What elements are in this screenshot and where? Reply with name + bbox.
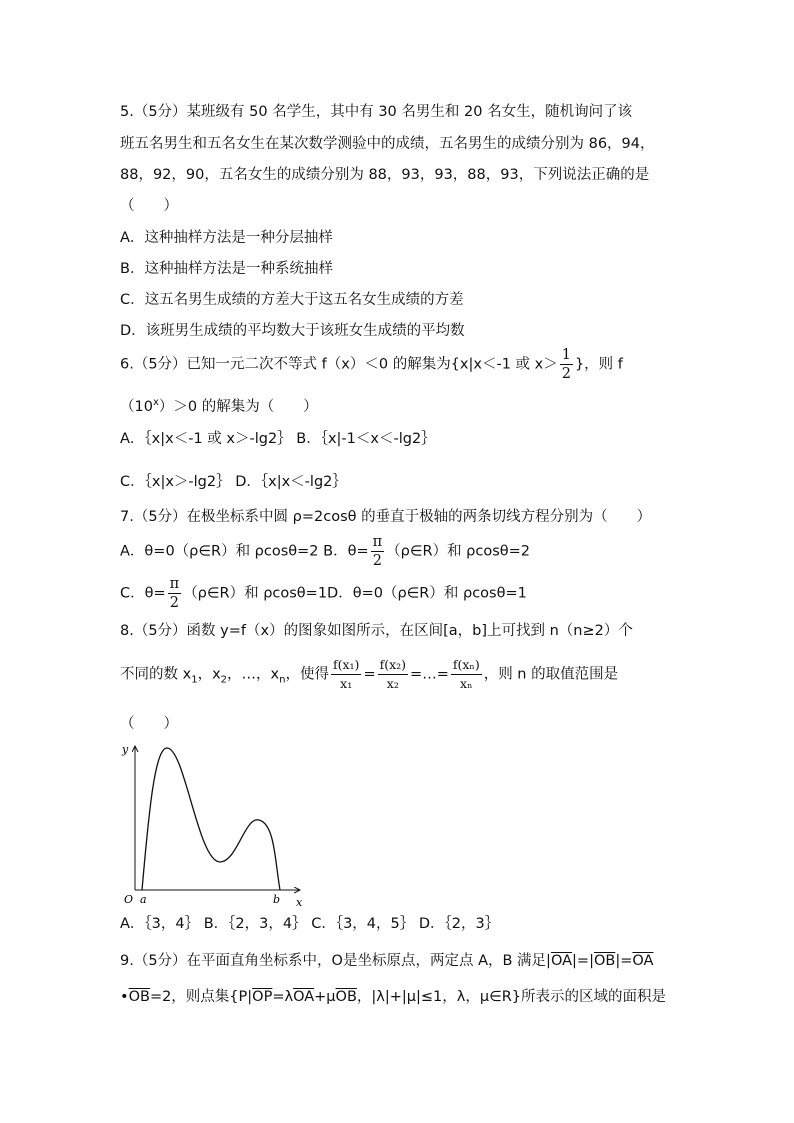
q8-f2-num: f(x₂) (378, 656, 408, 675)
q7-ab-fraction (371, 533, 385, 570)
q5-line-4: （ ） (120, 198, 178, 214)
q9-m1: |=| (572, 953, 594, 969)
q5-option-d: D．该班男生成绩的平均数大于该班女生成绩的平均数 (120, 323, 465, 339)
q5-line-2: 班五名男生和五名女生在某次数学测验中的成绩，五名男生的成绩分别为 86，94， (120, 136, 655, 152)
q6-line-1 (120, 346, 623, 383)
q9-line-1 (120, 951, 653, 971)
q9-line-2 (120, 987, 666, 1007)
q8-f1-num: f(x₁) (331, 656, 361, 675)
point-b-label: b (273, 893, 281, 906)
q8-sub-n: n (279, 674, 286, 686)
q8-sub-2: 2 (220, 674, 228, 686)
q5-line-1: 5.（5分）某班级有 50 名学生，其中有 30 名男生和 20 名女生，随机询问了该 (120, 104, 633, 120)
origin-label: O (124, 893, 134, 906)
vector-op: $\overline{OP}$ (252, 989, 273, 1005)
q9-l1-pre: 9.（5分）在平面直角坐标系中，O是坐标原点，两定点 A，B 满足| (120, 953, 551, 969)
q8-line-1: 8.（5分）函数 y=f（x）的图象如图所示，在区间[a，b]上可找到 n（n≥2）个 (120, 623, 633, 639)
q7-options-cd (120, 575, 527, 612)
q9-l2-mid3: +μ (314, 989, 336, 1005)
q8-f1-den: x₁ (340, 676, 353, 691)
q7-line-1: 7.（5分）在极坐标系中圆 ρ=2cosθ 的垂直于极轴的两条切线方程分别为（ ） (120, 509, 652, 525)
q7-cd-num: π (169, 576, 180, 592)
q9-dot: • (120, 989, 129, 1005)
q8-l2-mid1: ，x (197, 666, 221, 683)
y-axis-label: y (122, 743, 129, 756)
vector-ob: $\overline{OB}$ (593, 953, 616, 969)
q6-options-ab: A．｛x|x＜-1 或 x＞-lg2｝ B．｛x|-1＜x＜-lg2｝ (120, 431, 436, 447)
q8-l2-pre: 不同的数 x (120, 666, 192, 683)
q8-options: A．｛3，4｝ B．｛2，3，4｝ C．｛3，4，5｝ D．｛2，3｝ (120, 916, 500, 932)
q8-f2-den: x₂ (386, 676, 399, 691)
q6-options-cd: C．｛x|x＞-lg2｝ D．｛x|x＜-lg2｝ (120, 474, 347, 490)
q7-cd-pre: C．θ= (120, 585, 166, 602)
q8-fn-den: xₙ (460, 676, 473, 691)
q9-l2-mid: =2，则点集{P| (149, 989, 253, 1005)
q9-l2-mid2: =λ (272, 989, 294, 1005)
q7-cd-fraction (168, 575, 182, 612)
q8-fraction-n (451, 656, 482, 693)
point-a-label: a (140, 893, 147, 906)
q6-fraction (560, 346, 573, 383)
q6-frac-den: 2 (561, 366, 571, 382)
q7-cd-post: （ρ∈R）和 ρcosθ=1D．θ=0（ρ∈R）和 ρcosθ=1 (183, 585, 527, 602)
vector-ob-3: $\overline{OB}$ (335, 989, 357, 1005)
vector-ob-2: $\overline{OB}$ (128, 989, 150, 1005)
q8-sub-1: 1 (191, 674, 198, 686)
q6-line-1-pre: 6.（5分）已知一元二次不等式 f（x）＜0 的解集为{x|x＜-1 或 x＞ (120, 356, 558, 373)
q5-option-b: B．这种抽样方法是一种系统抽样 (120, 261, 333, 277)
function-curve (142, 748, 280, 890)
q6-line-2 (120, 393, 318, 417)
q5-option-c: C．这五名男生成绩的方差大于这五名女生成绩的方差 (120, 292, 464, 308)
q7-ab-den: 2 (372, 553, 382, 569)
q8-eq-1: = (363, 666, 376, 683)
q7-options-ab (120, 533, 530, 570)
q8-fraction-1 (331, 656, 361, 693)
vector-oa-2: $\overline{OA}$ (632, 953, 654, 969)
q6-exponent: x (152, 397, 159, 408)
q8-l2-mid3: ，使得 (285, 666, 329, 683)
vector-oa-3: $\overline{OA}$ (293, 989, 315, 1005)
q8-l2-mid2: ，…，x (227, 666, 280, 683)
q8-line-3: （ ） (120, 716, 178, 732)
q6-line-1-post: }，则 f (574, 356, 623, 373)
q9-l2-post: ，|λ|+|μ|≤1，λ，μ∈R}所表示的区域的面积是 (356, 989, 667, 1005)
q7-ab-pre: A．θ=0（ρ∈R）和 ρcosθ=2 B．θ= (120, 543, 369, 560)
function-graph (115, 740, 315, 910)
q8-eq-2: =…= (410, 666, 449, 683)
x-axis-label: x (296, 896, 303, 909)
q6-line-2-pre: （10 (120, 398, 153, 415)
q6-line-2-post: ）＞0 的解集为（ ） (158, 398, 318, 415)
q9-m2: |= (615, 953, 633, 969)
q7-cd-den: 2 (169, 595, 180, 611)
q6-frac-num: 1 (561, 347, 571, 363)
q8-l2-post: ，则 n 的取值范围是 (483, 666, 619, 683)
vector-oa: $\overline{OA}$ (550, 953, 573, 969)
q7-ab-num: π (372, 534, 383, 550)
q8-line-2 (120, 656, 618, 693)
q5-option-a: A．这种抽样方法是一种分层抽样 (120, 230, 333, 246)
q7-ab-post: （ρ∈R）和 ρcosθ=2 (386, 543, 531, 560)
q8-fn-num: f(xₙ) (451, 656, 482, 675)
q8-fraction-2 (378, 656, 408, 693)
q5-line-3: 88，92，90，五名女生的成绩分别为 88，93，93，88，93，下列说法正确的是 (120, 167, 650, 183)
